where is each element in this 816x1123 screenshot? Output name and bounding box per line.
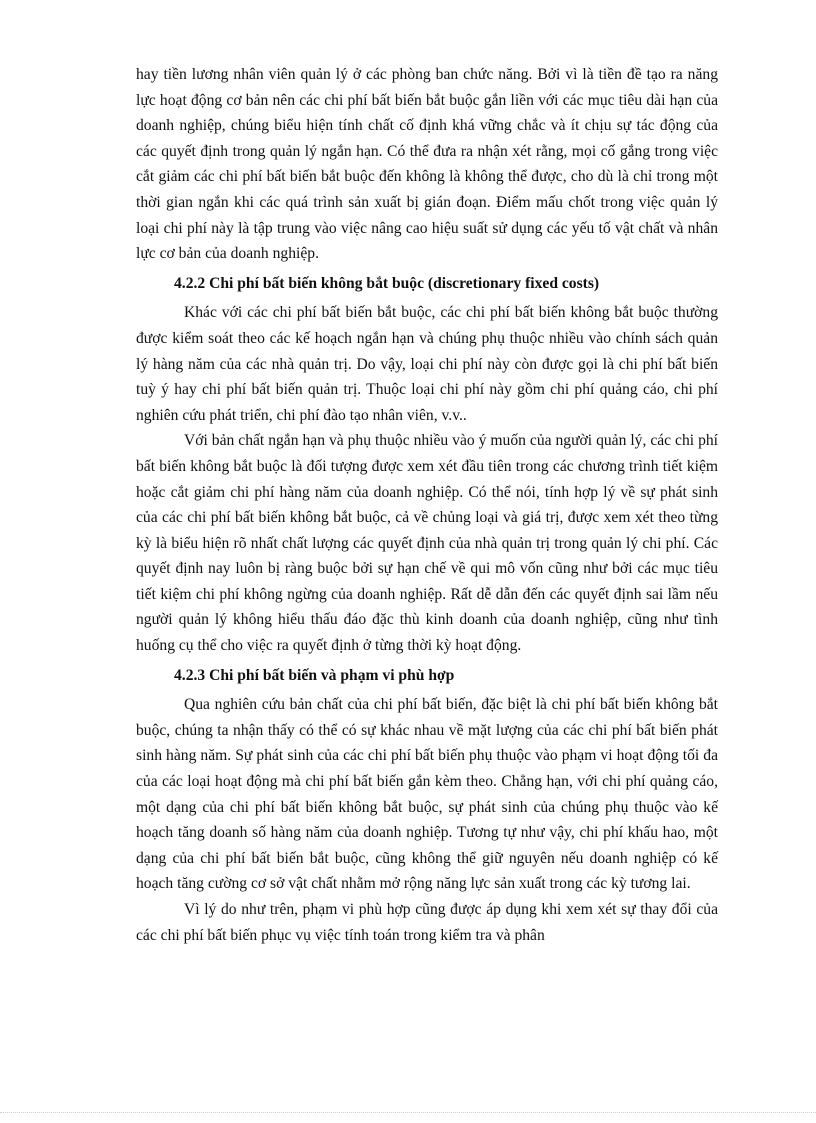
page-border-line [0,1112,816,1113]
paragraph: Khác với các chi phí bất biến bắt buộc, các chi phí bất biến không bắt buộc thường được kiểm soát theo các kế hoạch ngắn hạn và chúng phụ thuộc nhiều vào chính sách quản lý hàng năm của các nhà quản trị. Do vậy, loại chi phí này còn được gọi là chi phí bất biến tuỳ ý hay chi phí bất biến quản trị. Thuộc loại chi phí này gồm chi phí quảng cáo, chi phí nghiên cứu phát triển, chi phí đào tạo nhân viên, v.v.. [136,304,718,424]
paragraph: Với bản chất ngắn hạn và phụ thuộc nhiều vào ý muốn của người quản lý, các chi phí bất biến không bắt buộc là đối tượng được xem xét đầu tiên trong các chương trình tiết kiệm hoặc cắt giảm chi phí hàng năm của doanh nghiệp. Có thể nói, tính hợp lý về sự phát sinh của các chi phí bất biến không bắt buộc, cả về chủng loại và giá trị, được xem xét theo từng kỳ là biểu hiện rõ nhất chất lượng các quyết định của nhà quản trị trong quản lý chi phí. Các quyết định nay luôn bị ràng buộc bởi sự hạn chế về qui mô vốn cũng như bởi các mục tiêu tiết kiệm chi phí không ngừng của doanh nghiệp. Rất dễ dẫn đến các quyết định sai lầm nếu người quản lý không hiểu thấu đáo đặc thù kinh doanh của doanh nghiệp, cũng như tình huống cụ thể cho việc ra quyết định ở từng thời kỳ hoạt động. [136,432,718,655]
paragraph: Qua nghiên cứu bản chất của chi phí bất biến, đặc biệt là chi phí bất biến không bắt buộc, chúng ta nhận thấy có thể có sự khác nhau về mặt lượng của các chi phí bất biến phát sinh hàng năm. Sự phát sinh của các chi phí bất biến phụ thuộc vào phạm vi hoạt động tối đa của các loại hoạt động mà chi phí bất biến gắn kèm theo. Chẳng hạn, với chi phí quảng cáo, một dạng của chi phí bất biến không bắt buộc, sự phát sinh của chúng phụ thuộc vào kế hoạch tăng doanh số hàng năm của doanh nghiệp. Tương tự như vậy, chi phí khấu hao, một dạng của chi phí bất biến bắt buộc, cũng không thể giữ nguyên nếu doanh nghiệp có kế hoạch tăng cường cơ sở vật chất nhằm mở rộng năng lực sản xuất trong các kỳ tương lai. [136,696,718,893]
section-heading: 4.2.2 Chi phí bất biến không bắt buộc (discretionary fixed costs) [174,274,600,292]
document-page [136,62,718,948]
section-heading: 4.2.3 Chi phí bất biến và phạm vi phù hợp [174,666,455,684]
paragraph: Vì lý do như trên, phạm vi phù hợp cũng được áp dụng khi xem xét sự thay đổi của các chi phí bất biến phục vụ việc tính toán trong kiểm tra và phân [136,901,718,944]
paragraph: hay tiền lương nhân viên quản lý ở các phòng ban chức năng. Bởi vì là tiền đề tạo ra năng lực hoạt động cơ bản nên các chi phí bất biến bắt buộc gắn liền với các mục tiêu dài hạn của doanh nghiệp, chúng biểu hiện tính chất cố định khá vững chắc và ít chịu sự tác động của các quyết định trong quản lý ngắn hạn. Có thể đưa ra nhận xét rằng, mọi cố gắng trong việc cắt giảm các chi phí bất biến bắt buộc đến không là không thể được, cho dù là chỉ trong một thời gian ngắn khi các quá trình sản xuất bị gián đoạn. Điểm mấu chốt trong việc quản lý loại chi phí này là tập trung vào việc nâng cao hiệu suất sử dụng các yếu tố vật chất và nhân lực cơ bản của doanh nghiệp. [136,66,718,263]
